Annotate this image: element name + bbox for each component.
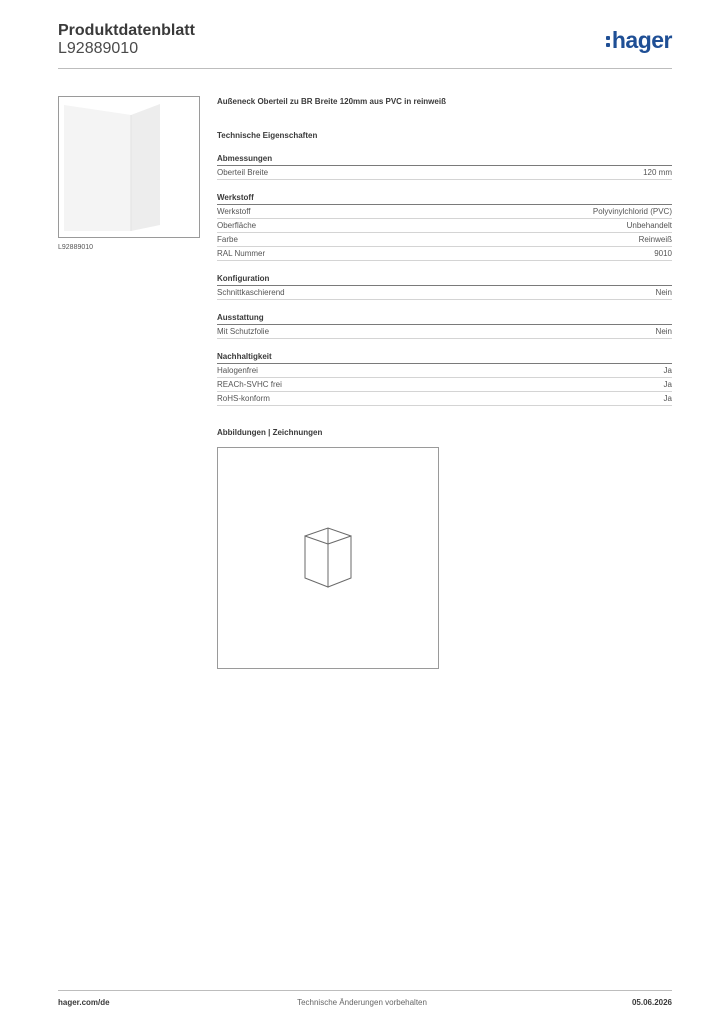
technical-drawing (217, 447, 439, 669)
property-value: Nein (655, 288, 672, 297)
property-row (217, 205, 672, 219)
section-title: Werkstoff (217, 192, 672, 205)
section-title: Abmessungen (217, 153, 672, 166)
header-divider (58, 68, 672, 69)
tech-sections (217, 153, 672, 406)
property-value: Nein (655, 327, 672, 336)
tech-section (217, 192, 672, 261)
property-row (217, 286, 672, 300)
property-label: RoHS-konform (217, 394, 270, 403)
product-details (217, 96, 672, 669)
property-value: Ja (663, 394, 672, 403)
property-label: Schnittkaschierend (217, 288, 285, 297)
property-label: Halogenfrei (217, 366, 258, 375)
tech-section (217, 312, 672, 339)
property-label: Farbe (217, 235, 238, 244)
property-value: Polyvinylchlorid (PVC) (592, 207, 672, 216)
property-row (217, 247, 672, 261)
corner-piece-drawing-icon (218, 448, 438, 668)
tech-section (217, 153, 672, 180)
product-image-caption: L92889010 (58, 244, 94, 251)
property-row (217, 219, 672, 233)
property-value: Reinweiß (638, 235, 672, 244)
images-heading: Abbildungen | Zeichnungen (217, 428, 323, 437)
section-title: Ausstattung (217, 312, 672, 325)
property-value: Ja (663, 366, 672, 375)
property-label: Oberfläche (217, 221, 257, 230)
property-row (217, 166, 672, 180)
property-label: REACh-SVHC frei (217, 380, 282, 389)
corner-piece-photo-icon (59, 97, 199, 237)
property-row (217, 233, 672, 247)
property-row (217, 378, 672, 392)
property-value: Ja (663, 380, 672, 389)
property-row (217, 325, 672, 339)
footer-divider (58, 990, 672, 991)
tech-properties-heading: Technische Eigenschaften (217, 131, 318, 140)
property-label: Mit Schutzfolie (217, 327, 270, 336)
section-title: Konfiguration (217, 273, 672, 286)
product-code: L92889010 (58, 40, 139, 57)
product-description: Außeneck Oberteil zu BR Breite 120mm aus PVC in reinweiß (217, 97, 446, 106)
property-value: 9010 (654, 249, 672, 258)
logo-dots-icon (606, 36, 610, 47)
property-row (217, 392, 672, 406)
tech-section (217, 273, 672, 300)
product-image (58, 96, 200, 238)
tech-section (217, 351, 672, 406)
footer-date: 05.06.2026 (631, 998, 672, 1007)
hager-logo (606, 27, 672, 53)
logo-text: hager (611, 27, 672, 53)
property-label: Oberteil Breite (217, 168, 269, 177)
section-title: Nachhaltigkeit (217, 351, 672, 364)
property-row (217, 364, 672, 378)
property-label: RAL Nummer (217, 249, 266, 258)
property-value: Unbehandelt (626, 221, 672, 230)
footer-disclaimer: Technische Änderungen vorbehalten (297, 998, 427, 1007)
property-value: 120 mm (643, 168, 672, 177)
page-title: Produktdatenblatt (58, 22, 195, 39)
footer-website-link[interactable]: hager.com/de (58, 998, 110, 1007)
property-label: Werkstoff (217, 207, 251, 216)
